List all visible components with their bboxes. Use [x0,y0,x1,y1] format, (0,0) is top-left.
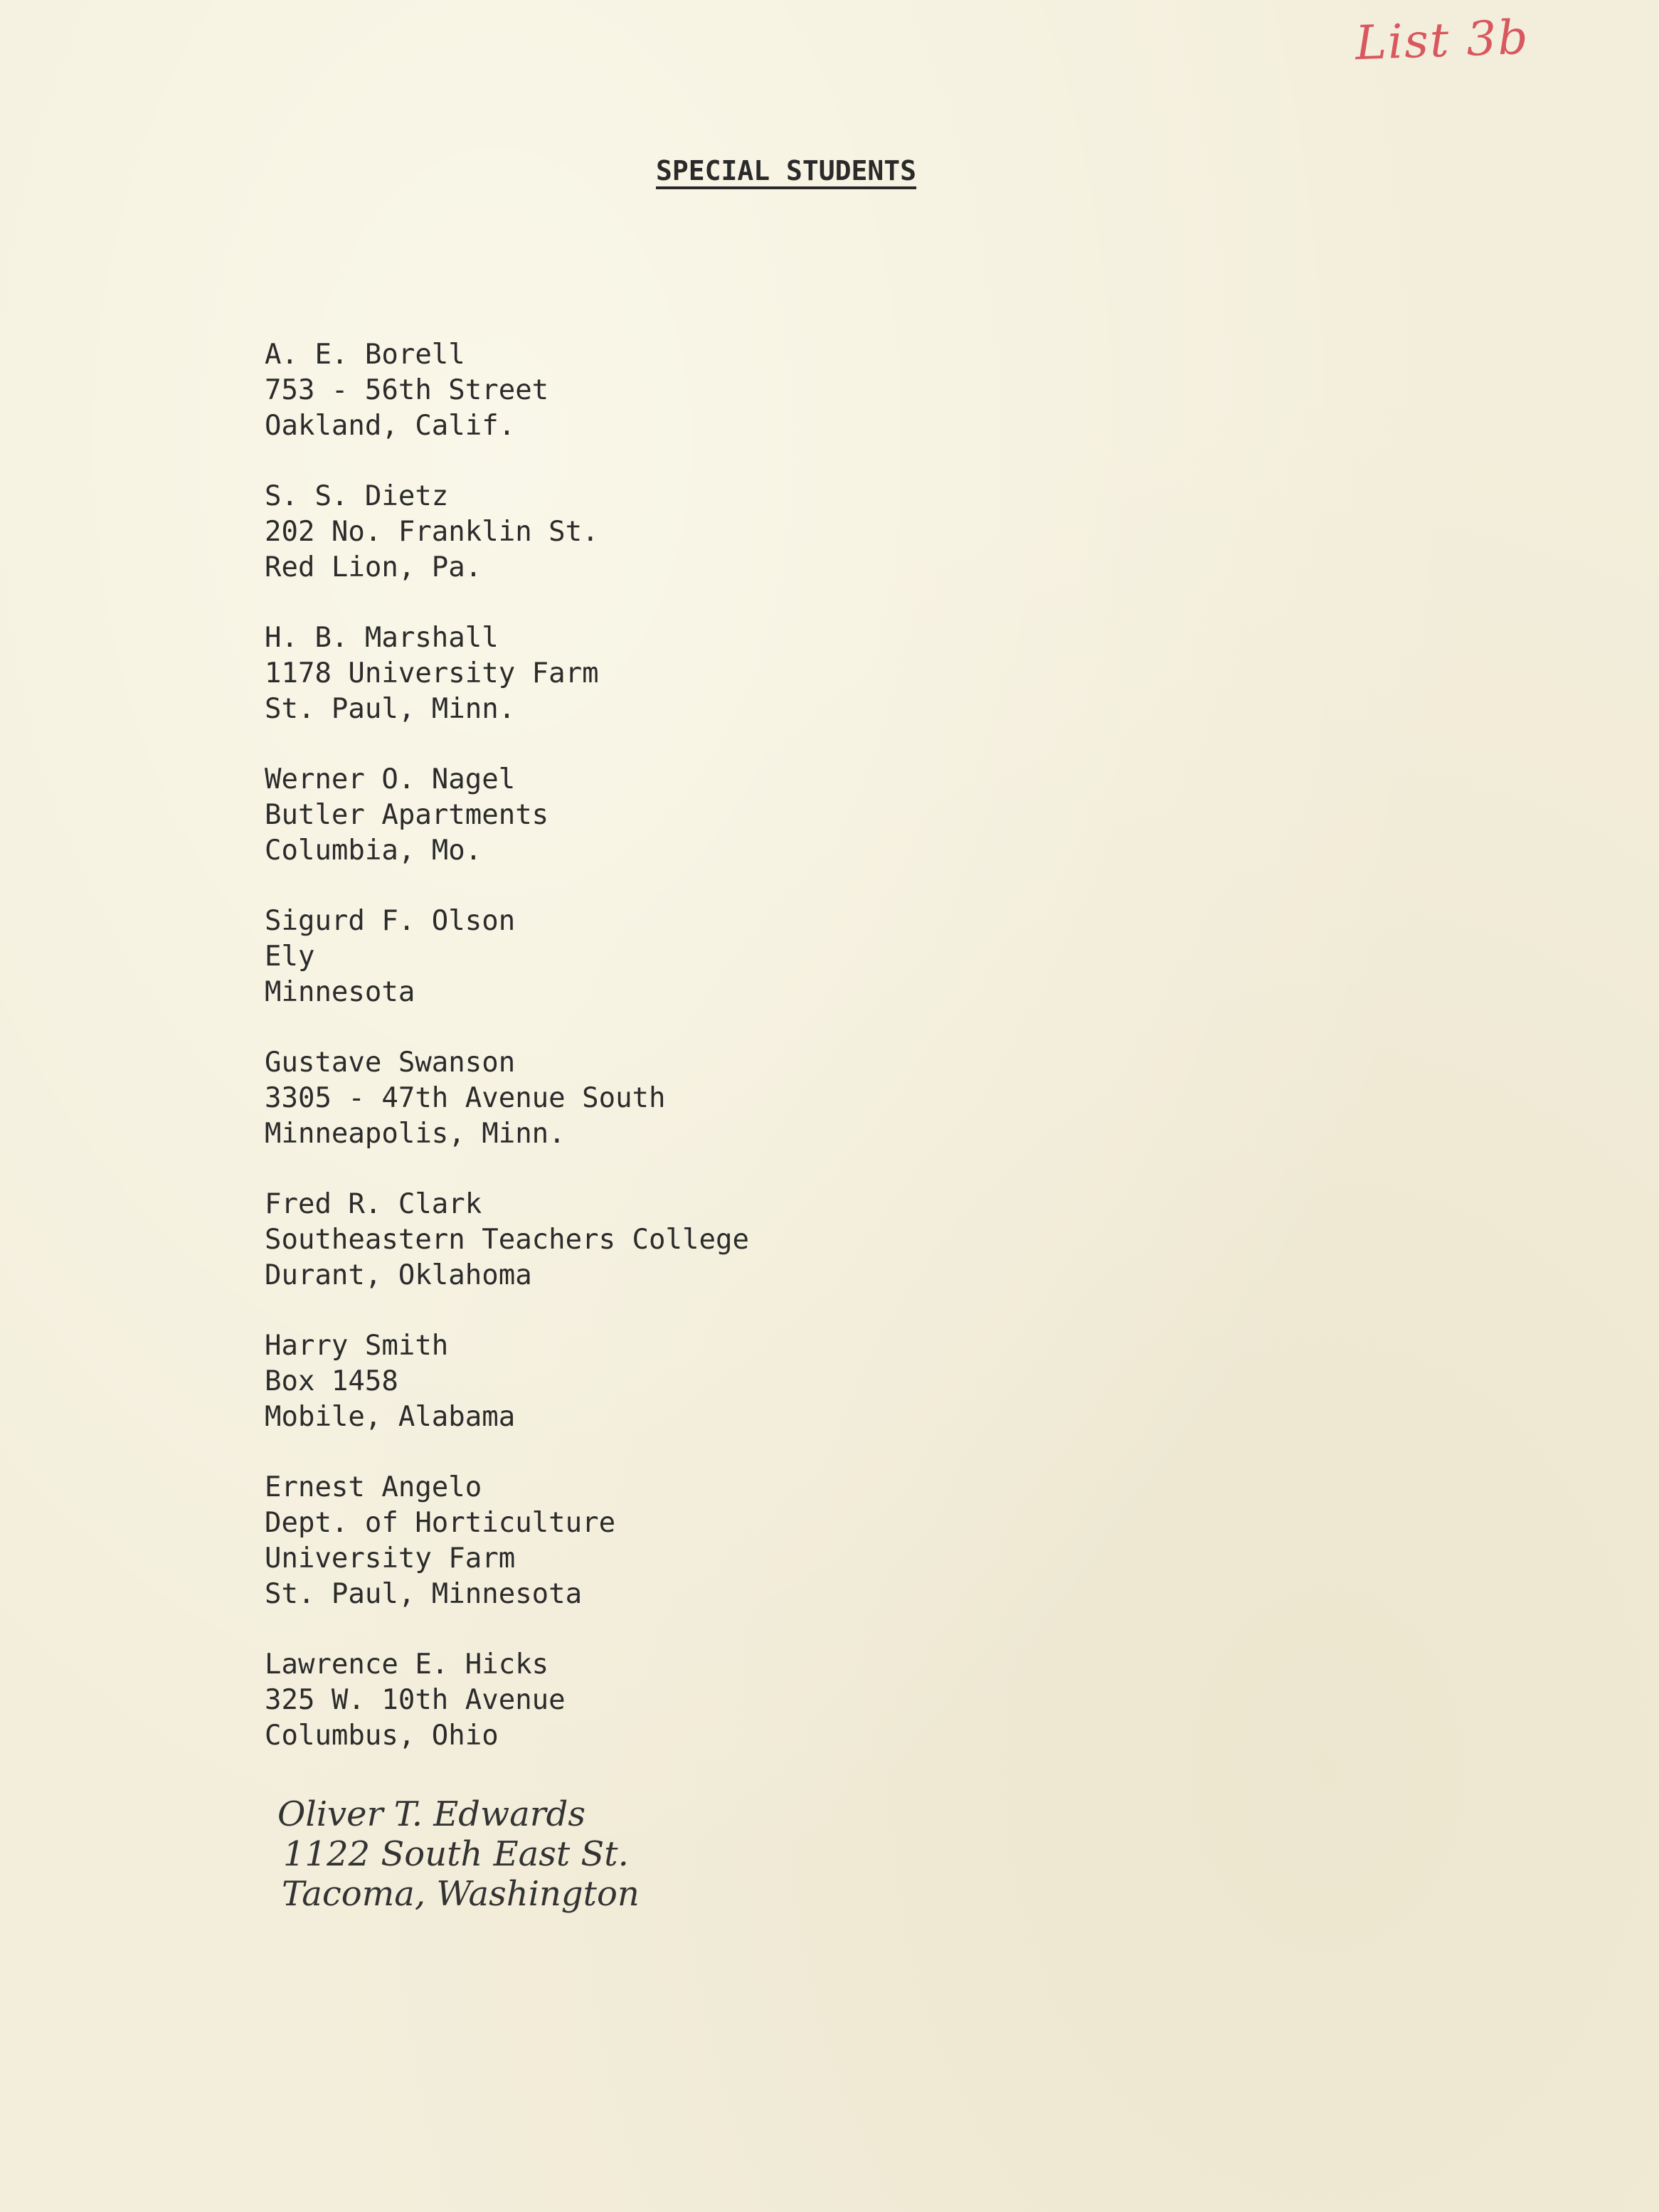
student-address-line: 1178 University Farm [265,657,599,689]
student-address-line: Durant, Oklahoma [265,1259,532,1291]
student-address-line: Ely [265,941,315,973]
student-entry [265,1647,1261,1754]
student-entry [265,1187,1261,1293]
student-address-line: Southeastern Teachers College [265,1224,749,1256]
student-name: Harry Smith [265,1330,449,1362]
handwritten-address-line: 1122 South East St. [283,1834,629,1874]
student-address-line: St. Paul, Minnesota [265,1578,583,1610]
corner-note: List 3b [1354,9,1530,71]
student-address-line: 325 W. 10th Avenue [265,1684,566,1716]
student-address-line: St. Paul, Minn. [265,693,516,725]
student-name: H. B. Marshall [265,622,499,654]
student-address-line: Box 1458 [265,1365,398,1397]
student-address-line: Butler Apartments [265,799,549,831]
student-address-line: Columbia, Mo. [265,835,482,867]
student-list [265,337,1261,1789]
student-address-line: Columbus, Ohio [265,1720,499,1752]
student-entry [265,762,1261,869]
student-name: A. E. Borell [265,339,465,371]
student-name: Fred R. Clark [265,1188,482,1220]
student-name: Ernest Angelo [265,1471,482,1503]
student-name: Lawrence E. Hicks [265,1649,549,1681]
handwritten-name: Oliver T. Edwards [277,1794,586,1834]
handwritten-entry [277,1794,640,1914]
student-address-line: Oakland, Calif. [265,410,516,442]
student-entry [265,479,1261,586]
student-address-line: 3305 - 47th Avenue South [265,1082,666,1114]
student-entry [265,1470,1261,1612]
student-entry [265,904,1261,1010]
student-name: Werner O. Nagel [265,763,516,795]
student-address-line: 202 No. Franklin St. [265,516,599,548]
page-title: SPECIAL STUDENTS [656,155,917,186]
student-address-line: Minnesota [265,976,415,1008]
student-name: Gustave Swanson [265,1047,516,1079]
student-entry [265,337,1261,444]
student-address-line: University Farm [265,1542,516,1575]
student-address-line: Red Lion, Pa. [265,551,482,583]
student-entry [265,620,1261,727]
student-entry [265,1328,1261,1435]
student-address-line: Minneapolis, Minn. [265,1118,566,1150]
student-address-line: 753 - 56th Street [265,374,549,406]
student-address-line: Mobile, Alabama [265,1401,516,1433]
student-name: S. S. Dietz [265,480,449,512]
student-name: Sigurd F. Olson [265,905,516,937]
student-address-line: Dept. of Horticulture [265,1507,616,1539]
student-entry [265,1045,1261,1152]
handwritten-address-line: Tacoma, Washington [282,1874,640,1914]
